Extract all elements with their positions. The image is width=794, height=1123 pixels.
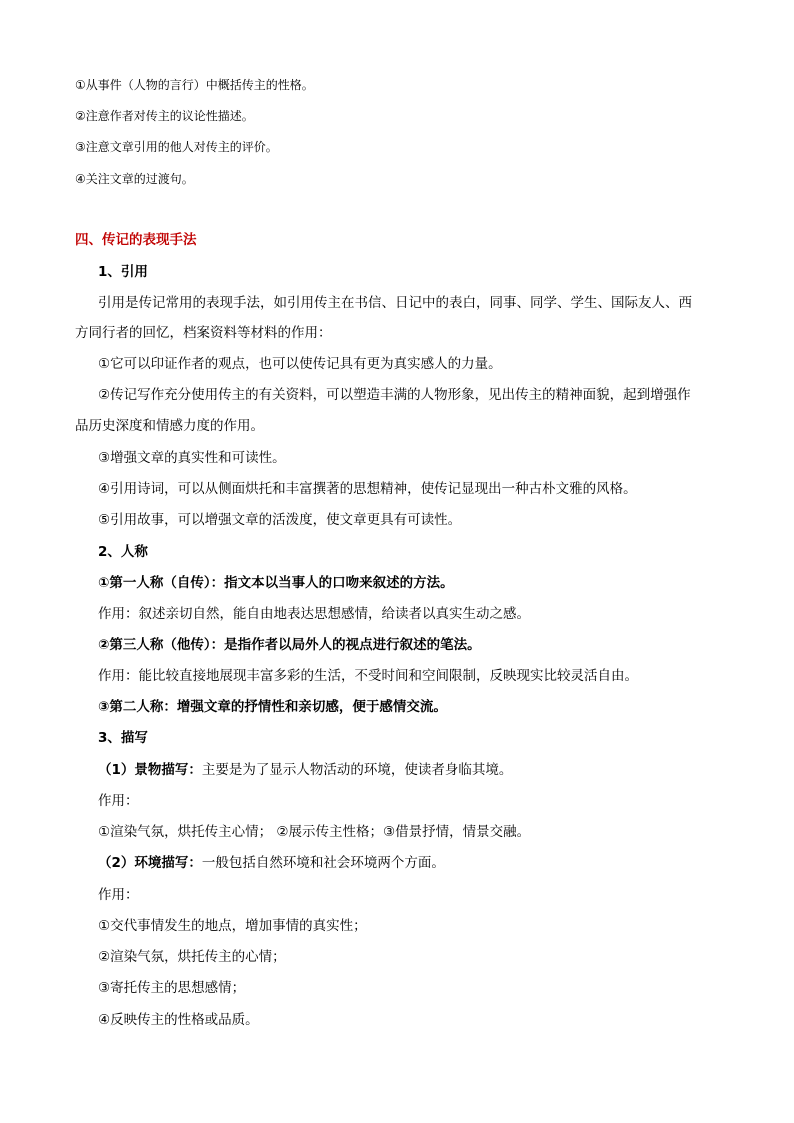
paragraph-line: 方同行者的回忆，档案资料等材料的作用： xyxy=(75,325,332,341)
list-item: ②渲染气氛，烘托传主的心情； xyxy=(98,949,286,965)
usage-label: 作用： xyxy=(98,793,139,809)
list-item: ①渲染气氛，烘托传主心情； ②展示传主性格；③借景抒情，情景交融。 xyxy=(98,824,531,840)
list-item: ②传记写作充分使用传主的有关资料，可以塑造丰满的人物形象，见出传主的精神面貌，起到增强作 xyxy=(98,387,691,403)
subsection-heading: 2、人称 xyxy=(98,544,148,560)
list-item-continuation: 品历史深度和情感力度的作用。 xyxy=(75,418,264,434)
definition-line: ①第一人称（自传）：指文本以当事人的口吻来叙述的方法。 xyxy=(98,575,454,591)
definition-line: ②第三人称（他传）：是指作者以局外人的视点进行叙述的笔法。 xyxy=(98,637,481,653)
subsection-heading: 1、引用 xyxy=(98,264,148,280)
environment-text: 一般包括自然环境和社会环境两个方面。 xyxy=(201,855,445,871)
section-heading: 四、传记的表现手法 xyxy=(75,232,197,248)
list-item: ④关注文章的过渡句。 xyxy=(75,172,194,186)
paragraph-line: 引用是传记常用的表现手法，如引用传主在书信、日记中的表白，同事、同学、学生、国际友人、西 xyxy=(98,295,692,311)
subsection-heading: 3、描写 xyxy=(98,730,148,746)
definition-line: ③第二人称：增强文章的抒情性和亲切感，便于感情交流。 xyxy=(98,699,447,715)
usage-line: 作用：叙述亲切自然，能自由地表达思想感情，给读者以真实生动之感。 xyxy=(98,606,530,622)
list-item: ①交代事情发生的地点，增加事情的真实性； xyxy=(98,918,367,934)
list-item: ③注意文章引用的他人对传主的评价。 xyxy=(75,140,278,154)
list-item: ④引用诗词，可以从侧面烘托和丰富撰著的思想精神，使传记显现出一种古朴文雅的风格。 xyxy=(98,481,637,497)
scene-text: 主要是为了显示人物活动的环境，使读者身临其境。 xyxy=(201,762,513,778)
list-item: ③寄托传主的思想感情； xyxy=(98,980,246,996)
list-item: ①它可以印证作者的观点，也可以使传记具有更为真实感人的力量。 xyxy=(98,356,502,372)
environment-description-line xyxy=(98,854,445,872)
environment-label: （2）环境描写： xyxy=(98,855,202,871)
list-item: ④反映传主的性格或品质。 xyxy=(98,1012,259,1028)
usage-label: 作用： xyxy=(98,887,139,903)
list-item: ②注意作者对传主的议论性描述。 xyxy=(75,109,254,123)
usage-line: 作用：能比较直接地展现丰富多彩的生活，不受时间和空间限制，反映现实比较灵活自由。 xyxy=(98,668,638,684)
scene-label: （1）景物描写： xyxy=(98,762,202,778)
list-item: ①从事件（人物的言行）中概括传主的性格。 xyxy=(75,78,314,92)
list-item: ⑤引用故事，可以增强文章的活泼度，使文章更具有可读性。 xyxy=(98,512,462,528)
list-item: ③增强文章的真实性和可读性。 xyxy=(98,450,286,466)
scene-description-line xyxy=(98,761,512,779)
